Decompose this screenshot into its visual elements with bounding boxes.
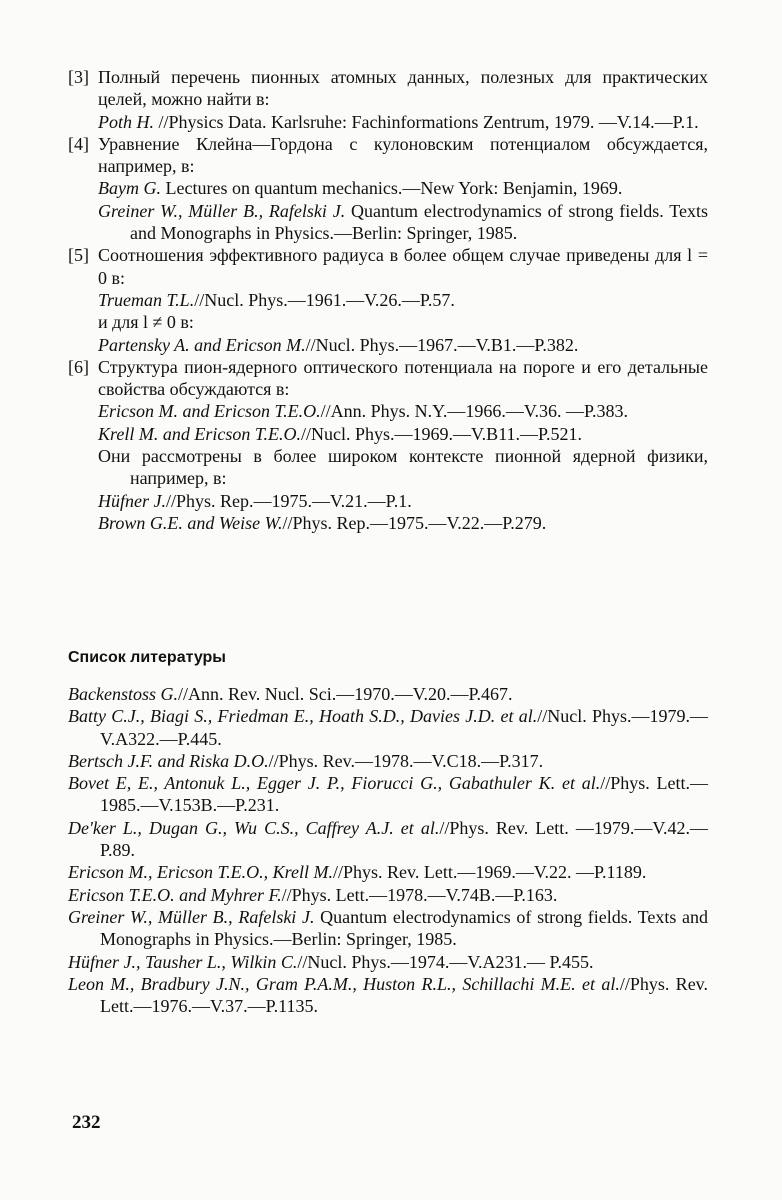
- note-citation: Ericson M. and Ericson T.E.O.//Ann. Phys. N.Y.—1966.—V.36. —P.383.: [98, 401, 629, 422]
- reference-item: Leon M., Bradbury J.N., Gram P.A.M., Huston R.L., Schillachi M.E. et al.//Phys. Rev. Lett.—1976.—V.37.—P.1135.: [68, 973, 709, 1017]
- reference-item: Bovet E, E., Antonuk L., Egger J. P., Fiorucci G., Gabathuler K. et al.//Phys. Lett.—1985.—V.153B.—P.231.: [68, 773, 708, 816]
- note-citation: Greiner W., Müller B., Rafelski J. Quantum electrodynamics of strong fields. Texts and Monographs in Physics.—Berlin: Springer, 1985.: [98, 200, 708, 244]
- reference-item: Backenstoss G.//Ann. Rev. Nucl. Sci.—1970.—V.20.—P.467.: [68, 684, 513, 704]
- reference-item: Ericson M., Ericson T.E.O., Krell M.//Phys. Rev. Lett.—1969.—V.22. —P.1189.: [68, 862, 647, 883]
- note-text: Соотношения эффективного радиуса в более общем случае приведены для l = 0 в:: [98, 245, 708, 288]
- note-citation: Poth H. //Physics Data. Karlsruhe: Fachinformations Zentrum, 1979. —V.14.—P.1.: [98, 111, 699, 132]
- note-citation: Partensky A. and Ericson M.//Nucl. Phys.—1967.—V.B1.—P.382.: [98, 334, 579, 355]
- references-list: [68, 683, 708, 1017]
- reference-item: Bertsch J.F. and Riska D.O.//Phys. Rev.—1978.—V.C18.—P.317.: [68, 750, 544, 771]
- reference-item: De'ker L., Dugan G., Wu C.S., Caffrey A.J. et al.//Phys. Rev. Lett. —1979.—V.42.—P.89.: [68, 817, 709, 861]
- note-text: Они рассмотрены в более широком контексте пионной ядерной физики, например, в:: [98, 446, 708, 489]
- note-number: [5]: [68, 245, 89, 266]
- reference-item: Batty C.J., Biagi S., Friedman E., Hoath S.D., Davies J.D. et al.//Nucl. Phys.—1979.—V.A322.—P.445.: [68, 706, 708, 749]
- note-number: [3]: [68, 67, 89, 87]
- note-text: и для l ≠ 0 в:: [98, 312, 194, 333]
- page-number: 232: [72, 1112, 101, 1133]
- note-text: Структура пион-ядерного оптического потенциала на пороге и его детальные свойства обсуждаются в:: [98, 356, 708, 400]
- note-citation: Baym G. Lectures on quantum mechanics.—New York: Benjamin, 1969.: [98, 178, 623, 199]
- note-item: [68, 133, 708, 244]
- note-citation: Hüfner J.//Phys. Rep.—1975.—V.21.—P.1.: [98, 490, 412, 511]
- note-citation: Krell M. and Ericson T.E.O.//Nucl. Phys.—1969.—V.B11.—P.521.: [98, 423, 583, 444]
- note-text: Уравнение Клейна—Гордона с кулоновским потенциалом обсуждается, например, в:: [98, 133, 708, 177]
- note-citation: Brown G.E. and Weise W.//Phys. Rep.—1975.—V.22.—P.279.: [98, 512, 547, 533]
- reference-item: Ericson T.E.O. and Myhrer F.//Phys. Lett.—1978.—V.74B.—P.163.: [68, 884, 558, 905]
- reference-item: Hüfner J., Tausher L., Wilkin C.//Nucl. Phys.—1974.—V.A231.— P.455.: [68, 951, 594, 972]
- notes-section: [68, 66, 708, 534]
- note-text: Полный перечень пионных атомных данных, полезных для практических целей, можно найти в:: [98, 67, 708, 110]
- references-heading: Список литературы: [68, 649, 226, 666]
- note-number: [4]: [68, 133, 89, 154]
- note-item: [68, 66, 708, 133]
- note-citation: Trueman T.L.//Nucl. Phys.—1961.—V.26.—P.57.: [98, 289, 455, 310]
- reference-item: Greiner W., Müller B., Rafelski J. Quantum electrodynamics of strong fields. Texts and Monographs in Physics.—Berlin: Springer, 1985.: [68, 906, 708, 950]
- note-number: [6]: [68, 356, 89, 377]
- note-item: [68, 356, 708, 534]
- note-item: [68, 244, 708, 355]
